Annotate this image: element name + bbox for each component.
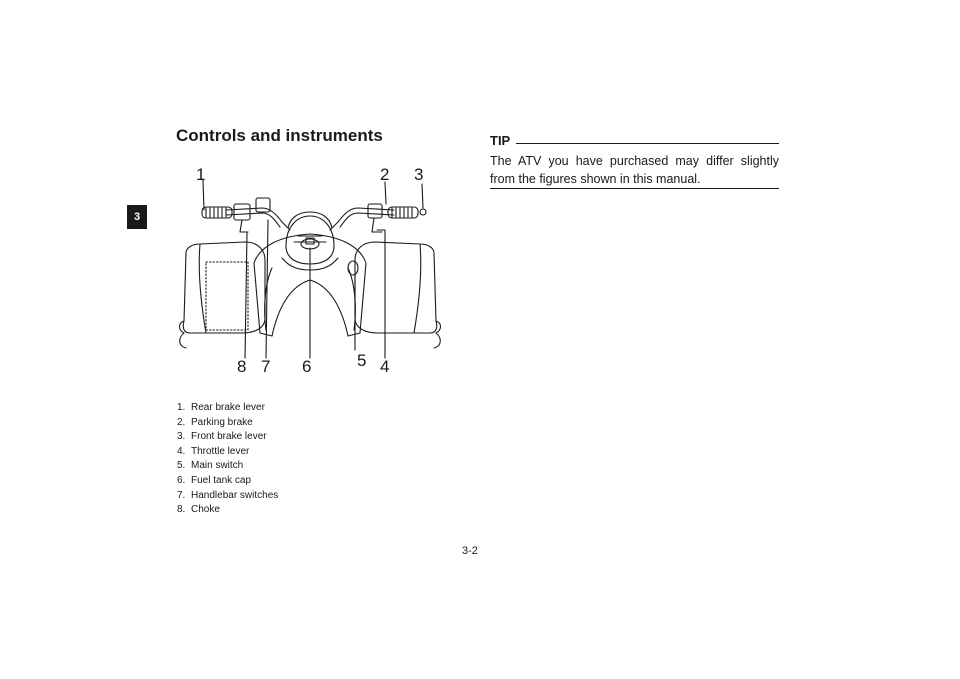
callout-3: 3 xyxy=(414,165,424,184)
tip-text: The ATV you have purchased may differ slightly from the figures shown in this manual. xyxy=(490,154,779,186)
legend-label: Rear brake lever xyxy=(191,402,265,413)
legend-item xyxy=(177,430,278,445)
main-switch xyxy=(348,261,358,275)
legend-item xyxy=(177,459,278,474)
section-heading: Controls and instruments xyxy=(176,126,383,145)
legend-item xyxy=(177,503,278,518)
callout-4: 4 xyxy=(380,357,390,376)
page-number: 3-2 xyxy=(462,545,478,557)
legend-number: 4. xyxy=(177,445,186,457)
legend-item xyxy=(177,416,278,431)
tip-top-rule xyxy=(516,143,779,144)
legend-number: 2. xyxy=(177,416,186,428)
atv-line-drawing xyxy=(170,158,450,383)
legend-item xyxy=(177,445,278,460)
atv-controls-illustration xyxy=(170,158,450,383)
tip-label: TIP xyxy=(490,133,511,148)
left-fender-panel xyxy=(206,262,248,330)
legend-label: Handlebar switches xyxy=(191,489,279,501)
leader-2 xyxy=(385,182,386,204)
legend-number: 8. xyxy=(177,504,186,516)
chapter-tab: 3 xyxy=(127,205,147,229)
leader-1 xyxy=(203,180,204,210)
legend-number: 6. xyxy=(177,474,186,486)
legend-label: Main switch xyxy=(191,460,244,472)
legend-label: Parking brake xyxy=(191,416,253,428)
legend-label: Choke xyxy=(191,504,220,516)
legend-number: 1. xyxy=(177,402,186,413)
callout-2: 2 xyxy=(380,165,390,184)
left-fender xyxy=(183,242,265,333)
legend-item xyxy=(177,474,278,489)
headlight-cowl xyxy=(288,212,332,228)
legend-item xyxy=(177,401,278,416)
legend-number: 3. xyxy=(177,431,186,443)
callout-1: 1 xyxy=(196,165,206,184)
callout-7: 7 xyxy=(261,357,271,376)
callout-5: 5 xyxy=(357,351,367,370)
legend-label: Front brake lever xyxy=(191,431,267,443)
leader-8 xyxy=(245,233,247,358)
tip-bottom-rule xyxy=(490,188,779,189)
legend-label: Throttle lever xyxy=(191,445,250,457)
left-switch-housing xyxy=(234,204,250,220)
figure-legend xyxy=(177,401,278,518)
legend-item xyxy=(177,489,278,504)
callout-6: 6 xyxy=(302,357,312,376)
leader-3 xyxy=(422,184,423,208)
right-lever-housing xyxy=(368,204,382,218)
legend-label: Fuel tank cap xyxy=(191,474,252,486)
leader-4 xyxy=(377,230,385,358)
callout-8: 8 xyxy=(237,357,247,376)
tip-header xyxy=(490,129,779,147)
right-fender xyxy=(355,242,437,333)
legend-number: 5. xyxy=(177,460,186,472)
legend-number: 7. xyxy=(177,489,186,501)
